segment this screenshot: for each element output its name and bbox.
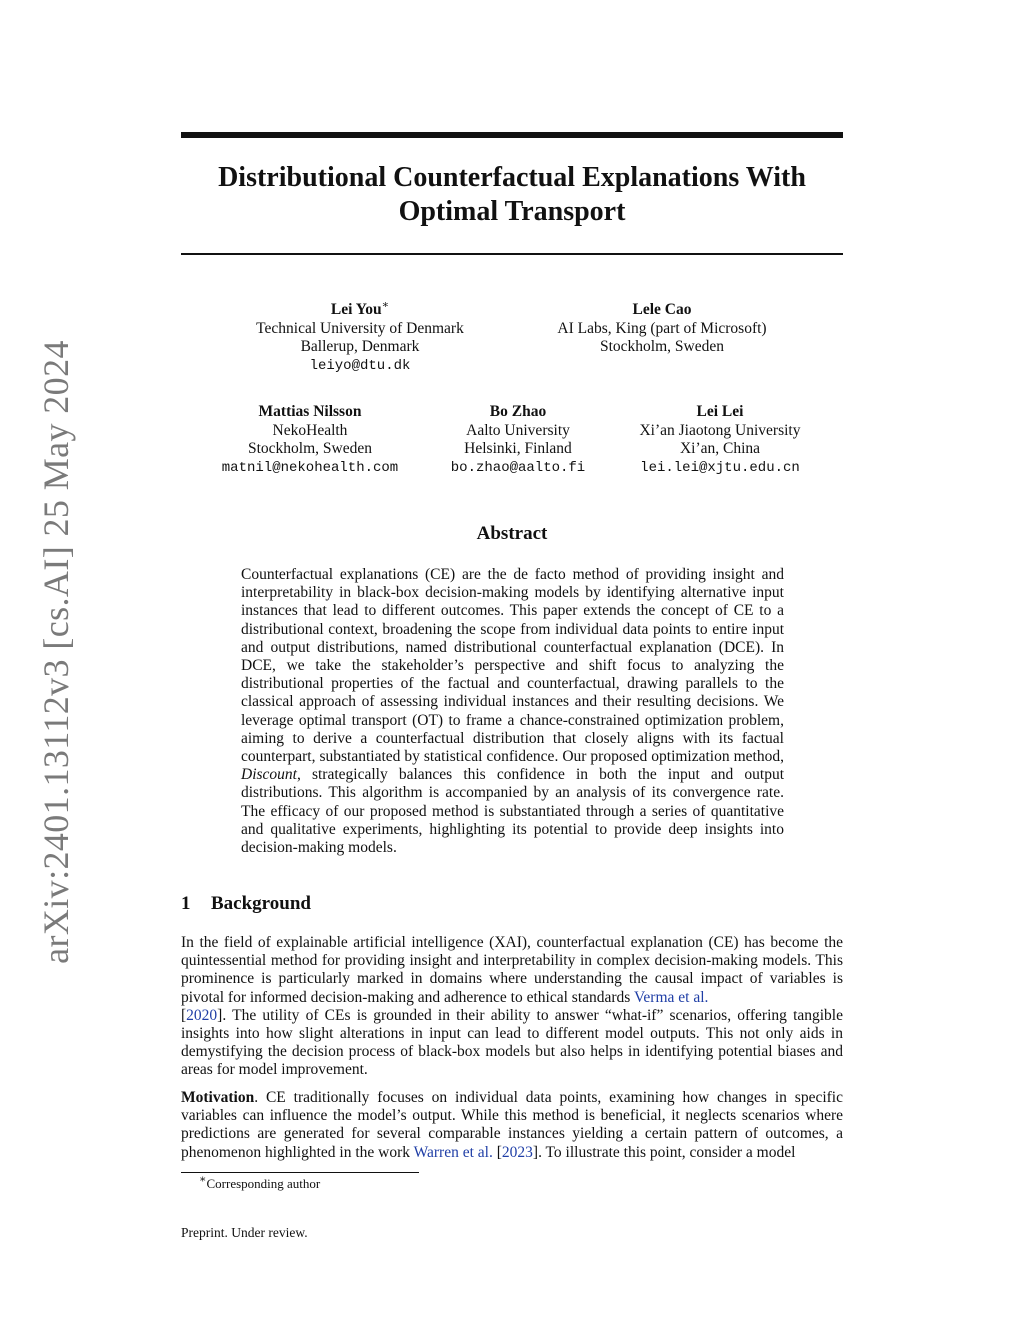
arxiv-identifier-stamp: arXiv:2401.13112v3 [cs.AI] 25 May 2024	[36, 340, 76, 964]
citation-bracket: [	[496, 1143, 502, 1161]
author-name: Lei Lei	[696, 403, 744, 420]
citation-bracket: [	[181, 1006, 187, 1024]
body-paragraph	[181, 1089, 843, 1162]
citation-bracket: ]	[532, 1143, 539, 1161]
abstract-text	[241, 566, 784, 857]
author-block	[522, 301, 802, 357]
paragraph-text: . CE traditionally focuses on individual data points, examining how changes in specific variables can influence the model’s output. While this method is beneficial, it neglects scenarios where predictions are generated for several comparable instances yielding a certain pattern of outcomes, a phenomenon highlighted in the work	[181, 1089, 843, 1161]
author-block	[418, 403, 618, 477]
citation-year-link[interactable]: 2023	[501, 1143, 533, 1161]
paragraph-text: . To illustrate this point, consider a model	[538, 1143, 796, 1161]
author-location: Stockholm, Sweden	[248, 440, 372, 457]
section-heading	[181, 893, 311, 915]
paragraph-lead: Motivation	[181, 1089, 255, 1106]
author-location: Ballerup, Denmark	[300, 338, 420, 355]
author-block	[190, 403, 430, 477]
title-bottom-rule	[181, 253, 843, 255]
preprint-note: Preprint. Under review.	[181, 1225, 308, 1240]
paper-title: Distributional Counterfactual Explanations With Optimal Transport	[218, 162, 806, 227]
method-name-emphasis: Discount	[241, 766, 297, 784]
paragraph-text: In the field of explainable artificial intelligence (XAI), counterfactual explanation (CE) has become the quintessential method for providing insight and interpretability in complex decision-making models. This prominence is particularly marked in domains where understanding the causal impact of variables is pivotal for informed decision-making and adherence to ethical standards	[181, 934, 843, 1006]
author-name: Mattias Nilsson	[258, 403, 362, 420]
citation-link[interactable]: Verma et al.	[633, 988, 709, 1006]
author-affiliation: Aalto University	[466, 421, 570, 439]
author-affiliation: Xi’an Jiaotong University	[639, 421, 801, 439]
author-affiliation: Technical University of Denmark	[256, 319, 464, 337]
author-location: Stockholm, Sweden	[600, 338, 724, 355]
body-paragraph	[181, 934, 843, 1080]
abstract-text-part: , strategically balances this confidence in both the input and output distributions. This algorithm is accompanied by an analysis of its convergence rate. The efficacy of our proposed method is substantiated through a series of quantitative and qualitative experiments, highlighting its potential to provide deep insights into decision-making models.	[241, 766, 784, 857]
author-email[interactable]: bo.zhao@aalto.fi	[450, 459, 586, 476]
footnote-text: Corresponding author	[206, 1176, 321, 1191]
author-block	[220, 298, 500, 375]
abstract-heading: Abstract	[476, 523, 548, 544]
author-email[interactable]: matnil@nekohealth.com	[221, 459, 399, 476]
abstract-text-part: Counterfactual explanations (CE) are the de facto method of providing insight and interpretability in black-box decision-making models by identifying alternative input instances that lead to different outcomes. This paper extends the concept of CE to a distributional context, broadening the scope from individual data points to entire input and output distributions, named distributional counterfactual explanation (DCE). In DCE, we take the stakeholder’s perspective and shift focus to analyzing the distributional properties of the factual and counterfactual, drawing parallels to the classical approach of assessing individual instances and their resulting decisions. We leverage optimal transport (OT) to frame a chance-constrained optimization problem, aiming to derive a counterfactual distribution that closely aligns with its factual counterpart, substantiated by statistical confidence. Our proposed optimization method,	[241, 566, 784, 766]
footnote-mark: ∗	[199, 1173, 207, 1186]
author-name: Bo Zhao	[489, 403, 547, 420]
footnote-rule	[181, 1172, 419, 1173]
author-affiliation: AI Labs, King (part of Microsoft)	[557, 319, 767, 337]
author-affiliation: NekoHealth	[272, 421, 348, 439]
author-location: Helsinki, Finland	[464, 440, 572, 457]
author-email[interactable]: leiyo@dtu.dk	[309, 357, 411, 374]
citation-link[interactable]: Warren et al.	[413, 1143, 493, 1161]
author-name: Lele Cao	[632, 301, 692, 318]
paragraph-text: . The utility of CEs is grounded in their ability to answer “what-if” scenarios, offering tangible insights into how slight alterations in input can lead to different model outputs. This not only aids in demystifying the decision process of black-box models but also helps in identifying potential biases and areas for model improvement.	[181, 1006, 843, 1079]
citation-bracket: ]	[217, 1006, 223, 1024]
section-number: 1	[181, 893, 191, 914]
author-name: Lei You	[330, 301, 382, 318]
title-top-rule	[181, 132, 843, 138]
author-email[interactable]: lei.lei@xjtu.edu.cn	[640, 459, 800, 476]
author-location: Xi’an, China	[679, 440, 761, 457]
corresponding-mark: ∗	[381, 298, 390, 311]
citation-year-link[interactable]: 2020	[186, 1006, 218, 1024]
section-title: Background	[211, 893, 311, 914]
author-block	[610, 403, 830, 477]
footnote	[199, 1173, 321, 1192]
